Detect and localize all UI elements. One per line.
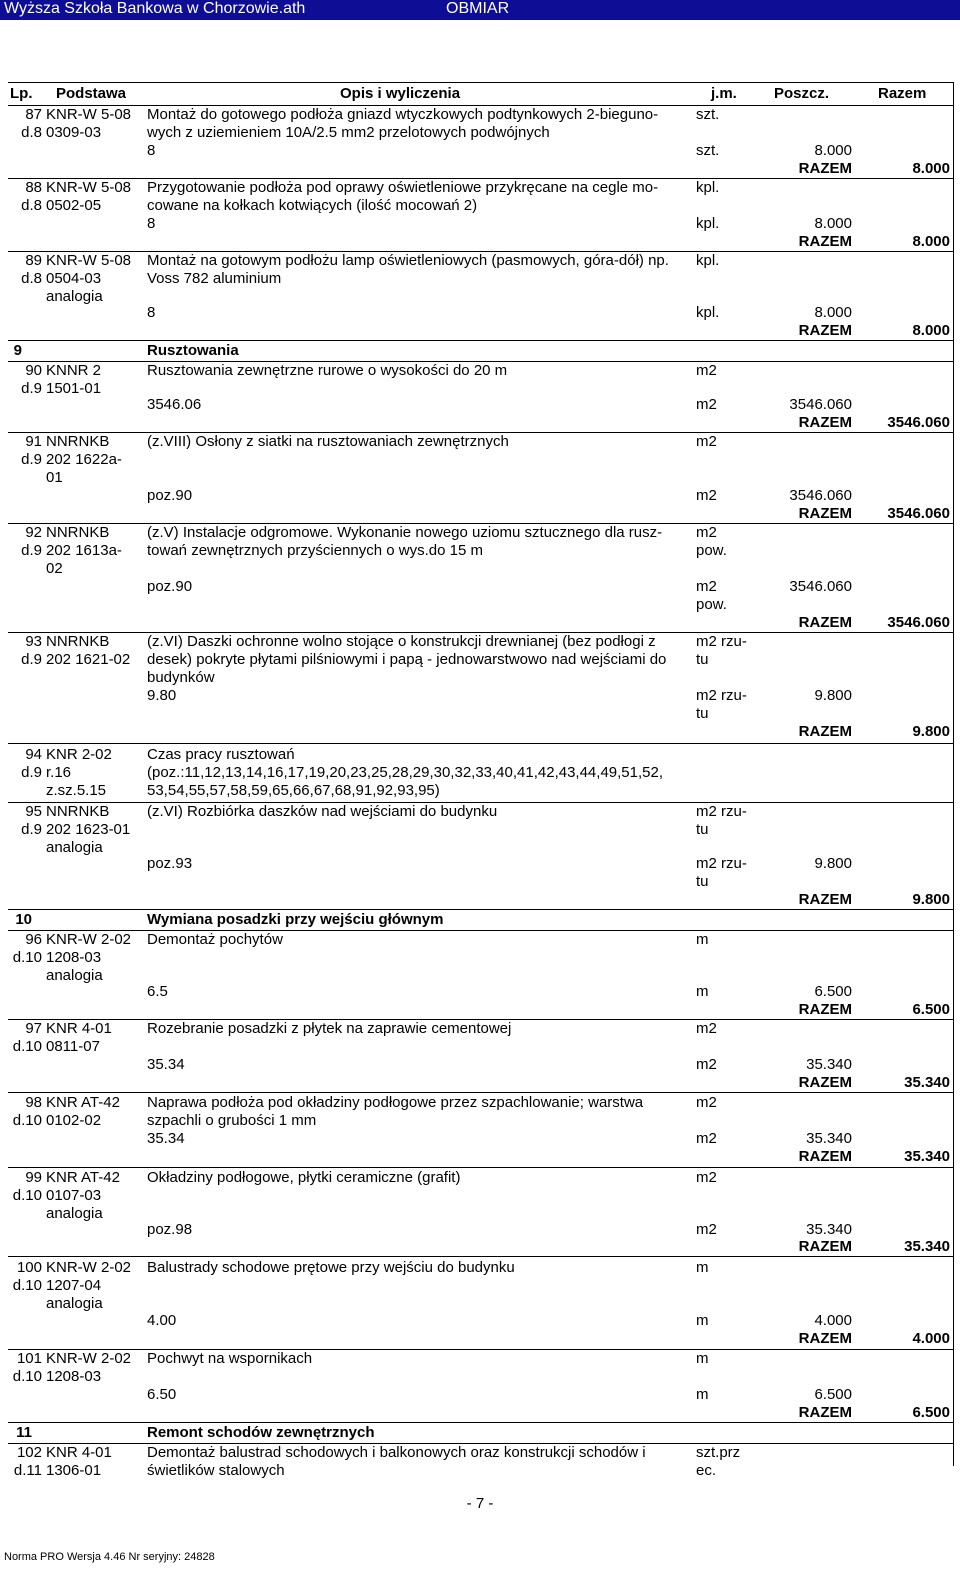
position-row [8,1168,954,1257]
description-cont: budynków [147,669,215,686]
razem-value: 35.340 [904,1074,950,1091]
position-row [8,106,954,179]
razem-label: RAZEM [798,1330,852,1347]
calc-unit: kpl. [696,304,720,321]
basis-catalog: NNRNKB [46,803,110,820]
unit: m2 rzu- [696,803,747,820]
partial-value: 8.000 [814,215,852,232]
razem-value: 8.000 [912,233,950,250]
description: Demontaż balustrad schodowych i balkonowych oraz konstrukcji schodów i [147,1444,646,1461]
basis-code: 1208-03 [46,1368,102,1385]
header-poszcz: Poszcz. [774,85,830,102]
section-title: Rusztowania [147,342,239,359]
calc-unit: m2 [696,578,717,595]
position-number: 87 [25,106,42,123]
basis-code: 0107-03 [46,1187,102,1204]
basis-catalog: KNR AT-42 [46,1169,120,1186]
section-ref: d.10 [12,1368,42,1385]
position-row [8,803,954,910]
calc-unit: szt. [696,142,720,159]
calculation: 3546.06 [147,396,202,413]
position-row [8,1020,954,1093]
partial-value: 9.800 [814,687,852,704]
basis-code: 1501-01 [46,380,102,397]
basis-note: 01 [46,469,63,486]
position-row [8,362,954,433]
unit-cont: ec. [696,1462,717,1479]
section-ref: d.11 [13,1462,42,1479]
calc-unit-cont: tu [696,873,709,890]
document-source: Wyższa Szkoła Bankowa w Chorzowie.ath [4,0,306,17]
unit: m2 [696,1169,717,1186]
section-ref: d.10 [12,949,42,966]
basis-code: 1208-03 [46,949,102,966]
section-row [8,341,954,362]
calculation: 35.34 [147,1056,185,1073]
basis-catalog: KNR-W 5-08 [46,252,132,269]
header-jm: j.m. [711,85,737,102]
calculation: 6.5 [147,983,168,1000]
section-ref: d.9 [21,651,42,668]
position-row [8,744,954,803]
header-podstawa: Podstawa [56,85,127,102]
basis-code: 1306-01 [46,1462,102,1479]
unit: m [696,1350,709,1367]
description: Balustrady schodowe prętowe przy wejściu do budynku [147,1259,515,1276]
position-row [8,179,954,252]
basis-code: 0102-02 [46,1112,102,1129]
basis-code: r.16 [46,764,72,781]
position-row [8,633,954,744]
calc-unit: kpl. [696,215,720,232]
partial-value: 3546.060 [789,487,852,504]
razem-label: RAZEM [798,160,852,177]
position-number: 98 [25,1094,42,1111]
basis-catalog: NNRNKB [46,524,110,541]
description-cont: świetlików stalowych [147,1462,285,1479]
position-number: 97 [25,1020,42,1037]
calculation: poz.98 [147,1221,193,1238]
basis-catalog: KNR 4-01 [46,1020,112,1037]
calc-unit: m2 [696,1130,717,1147]
unit: kpl. [696,179,720,196]
razem-label: RAZEM [798,723,852,740]
basis-code: 0502-05 [46,197,102,214]
section-ref: d.10 [12,1112,42,1129]
razem-value: 8.000 [912,322,950,339]
calc-unit: m2 [696,1221,717,1238]
position-row [8,1257,954,1350]
calc-unit-cont: tu [696,705,709,722]
basis-code: 1207-04 [46,1277,102,1294]
basis-code: 0811-07 [46,1038,100,1055]
description-cont: szpachli o grubości 1 mm [147,1112,317,1129]
partial-value: 8.000 [814,304,852,321]
partial-value: 6.500 [814,983,852,1000]
partial-value: 4.000 [814,1312,852,1329]
section-number: 9 [13,342,22,359]
razem-label: RAZEM [798,614,852,631]
razem-value: 35.340 [904,1148,950,1165]
basis-catalog: KNR 4-01 [46,1444,112,1461]
basis-note: analogia [46,1205,103,1222]
calculation: poz.90 [147,487,193,504]
razem-value: 6.500 [912,1404,950,1421]
position-row [8,524,954,633]
unit-cont: tu [696,651,709,668]
section-number: 11 [16,1424,32,1441]
calculation: poz.93 [147,855,193,872]
partial-value: 35.340 [806,1221,852,1238]
basis-code: 202 1621-02 [46,651,131,668]
position-row [8,931,954,1020]
basis-catalog: KNR 2-02 [46,746,112,763]
basis-note: z.sz.5.15 [46,782,107,799]
page-number: - 7 - [466,1495,494,1512]
unit: m2 [696,1094,717,1111]
calc-unit-cont: pow. [696,596,727,613]
unit: m2 [696,362,717,379]
calculation: 6.50 [147,1386,177,1403]
section-row [8,910,954,931]
calc-unit: m2 rzu- [696,855,747,872]
section-ref: d.10 [12,1277,42,1294]
position-number: 92 [25,524,42,541]
position-number: 96 [25,931,42,948]
calculation: 35.34 [147,1130,185,1147]
basis-code: 0309-03 [46,124,102,141]
table-header [8,82,954,106]
position-number: 90 [25,362,42,379]
description: Rozebranie posadzki z płytek na zaprawie cementowej [147,1020,512,1037]
razem-label: RAZEM [798,891,852,908]
basis-code: 202 1613a- [46,542,122,559]
position-number: 88 [25,179,42,196]
basis-note: analogia [46,967,103,984]
partial-value: 9.800 [814,855,852,872]
basis-note: analogia [46,288,103,305]
basis-note: analogia [46,1295,103,1312]
basis-catalog: NNRNKB [46,433,110,450]
description: Czas pracy rusztowań [147,746,295,763]
partial-value: 8.000 [814,142,852,159]
basis-code: 0504-03 [46,270,102,287]
razem-label: RAZEM [798,322,852,339]
section-ref: d.9 [21,380,42,397]
section-ref: d.10 [12,1187,42,1204]
basis-note: analogia [46,839,103,856]
calc-unit: m [696,983,709,1000]
basis-catalog: KNR-W 5-08 [46,106,132,123]
unit: m2 [696,524,717,541]
section-ref: d.9 [21,764,42,781]
unit: m [696,1259,709,1276]
position-number: 99 [25,1169,42,1186]
unit: szt.prz [696,1444,741,1461]
description-cont: wych z uziemieniem 10A/2.5 mm2 przelotowych podwójnych [147,124,550,141]
obmiar-table [8,82,954,1484]
section-row [8,1423,954,1444]
razem-value: 3546.060 [887,414,950,431]
unit: m2 rzu- [696,633,747,650]
calc-unit: m [696,1312,709,1329]
basis-catalog: KNR-W 5-08 [46,179,132,196]
section-title: Remont schodów zewnętrznych [147,1424,375,1441]
razem-value: 6.500 [912,1001,950,1018]
section-ref: d.8 [21,197,42,214]
basis-catalog: KNR-W 2-02 [46,1350,132,1367]
description-cont: desek) pokryte płytami pilśniowymi i papą - jednowarstwowo nad wejściami do [147,651,667,668]
calculation: 8 [147,142,156,159]
unit: m2 [696,433,717,450]
razem-label: RAZEM [798,1148,852,1165]
description: (z.VIII) Osłony z siatki na rusztowaniach zewnętrznych [147,433,509,450]
section-ref: d.10 [12,1038,42,1055]
description: Pochwyt na wspornikach [147,1350,313,1367]
description-cont: towań zewnętrznych przyściennych o wys.do 15 m [147,542,483,559]
partial-value: 3546.060 [789,578,852,595]
razem-value: 3546.060 [887,505,950,522]
basis-catalog: KNNR 2 [46,362,102,379]
razem-label: RAZEM [798,414,852,431]
partial-value: 6.500 [814,1386,852,1403]
position-row [8,252,954,341]
section-title: Wymiana posadzki przy wejściu głównym [147,911,444,928]
section-ref: d.8 [21,124,42,141]
unit: m [696,931,709,948]
unit-cont: tu [696,821,709,838]
basis-catalog: NNRNKB [46,633,110,650]
partial-value: 3546.060 [789,396,852,413]
description: Demontaż pochytów [147,931,283,948]
razem-value: 4.000 [912,1330,950,1347]
software-version: Norma PRO Wersja 4.46 Nr seryjny: 24828 [4,1551,215,1563]
razem-value: 8.000 [912,160,950,177]
razem-label: RAZEM [798,1238,852,1255]
section-number: 10 [15,911,32,928]
description: Montaż na gotowym podłożu lamp oświetleniowych (pasmowych, góra-dół) np. [147,252,669,269]
razem-label: RAZEM [798,1001,852,1018]
position-number: 101 [16,1350,42,1367]
basis-catalog: KNR-W 2-02 [46,1259,132,1276]
razem-value: 9.800 [912,723,950,740]
calculation: 8 [147,215,156,232]
section-ref: d.9 [21,821,42,838]
position-number: 102 [16,1444,42,1461]
calculation: 9.80 [147,687,177,704]
description-cont: Voss 782 aluminium [147,270,282,287]
calculation: 8 [147,304,156,321]
razem-value: 35.340 [904,1238,950,1255]
position-number: 89 [25,252,42,269]
basis-catalog: KNR AT-42 [46,1094,120,1111]
position-number: 94 [25,746,42,763]
table-right-border [953,82,954,1466]
calculation: poz.90 [147,578,193,595]
calc-unit: m2 rzu- [696,687,747,704]
unit: szt. [696,106,720,123]
position-number: 91 [25,433,42,450]
unit-cont: pow. [696,542,727,559]
header-opis: Opis i wyliczenia [340,85,461,102]
razem-value: 9.800 [912,891,950,908]
description: Naprawa podłoża pod okładziny podłogowe przez szpachlowanie; warstwa [147,1094,644,1111]
razem-label: RAZEM [798,233,852,250]
basis-note: 02 [46,560,63,577]
position-number: 100 [16,1259,42,1276]
section-ref: d.9 [21,542,42,559]
position-row [8,1350,954,1423]
razem-label: RAZEM [798,1074,852,1091]
basis-code: 202 1622a- [46,451,122,468]
calculation: 4.00 [147,1312,177,1329]
unit: kpl. [696,252,720,269]
partial-value: 35.340 [806,1056,852,1073]
description: (z.V) Instalacje odgromowe. Wykonanie nowego uziomu sztucznego dla rusz- [147,524,663,541]
header-lp: Lp. [10,85,33,102]
description-cont: cowane na kołkach kotwiących (ilość mocowań 2) [147,197,478,214]
document-title: OBMIAR [446,0,510,17]
partial-value: 35.340 [806,1130,852,1147]
calc-unit: m2 [696,396,717,413]
header-razem: Razem [878,85,927,102]
description: Okładziny podłogowe, płytki ceramiczne (grafit) [147,1169,461,1186]
description: (z.VI) Rozbiórka daszków nad wejściami do budynku [147,803,498,820]
calc-unit: m [696,1386,709,1403]
razem-label: RAZEM [798,505,852,522]
description: (z.VI) Daszki ochronne wolno stojące o konstrukcji drewnianej (bez podłogi z [147,633,656,650]
calc-unit: m2 [696,1056,717,1073]
description-cont: (poz.:11,12,13,14,16,17,19,20,23,25,28,29,30,32,33,40,41,42,43,44,49,51,52, [147,764,663,781]
position-row [8,433,954,524]
position-row [8,1093,954,1168]
position-number: 95 [25,803,42,820]
section-ref: d.9 [21,451,42,468]
razem-value: 3546.060 [887,614,950,631]
description: Rusztowania zewnętrzne rurowe o wysokości do 20 m [147,362,508,379]
description-cont: 53,54,55,57,58,59,65,66,67,68,91,92,93,95) [147,782,440,799]
basis-catalog: KNR-W 2-02 [46,931,132,948]
basis-code: 202 1623-01 [46,821,131,838]
description: Przygotowanie podłoża pod oprawy oświetleniowe przykręcane na cegle mo- [147,179,659,196]
unit: m2 [696,1020,717,1037]
position-row [8,1444,954,1484]
section-ref: d.8 [21,270,42,287]
razem-label: RAZEM [798,1404,852,1421]
calc-unit: m2 [696,487,717,504]
description: Montaż do gotowego podłoża gniazd wtyczkowych podtynkowych 2-bieguno- [147,106,659,123]
position-number: 93 [25,633,42,650]
title-bar [0,0,960,20]
